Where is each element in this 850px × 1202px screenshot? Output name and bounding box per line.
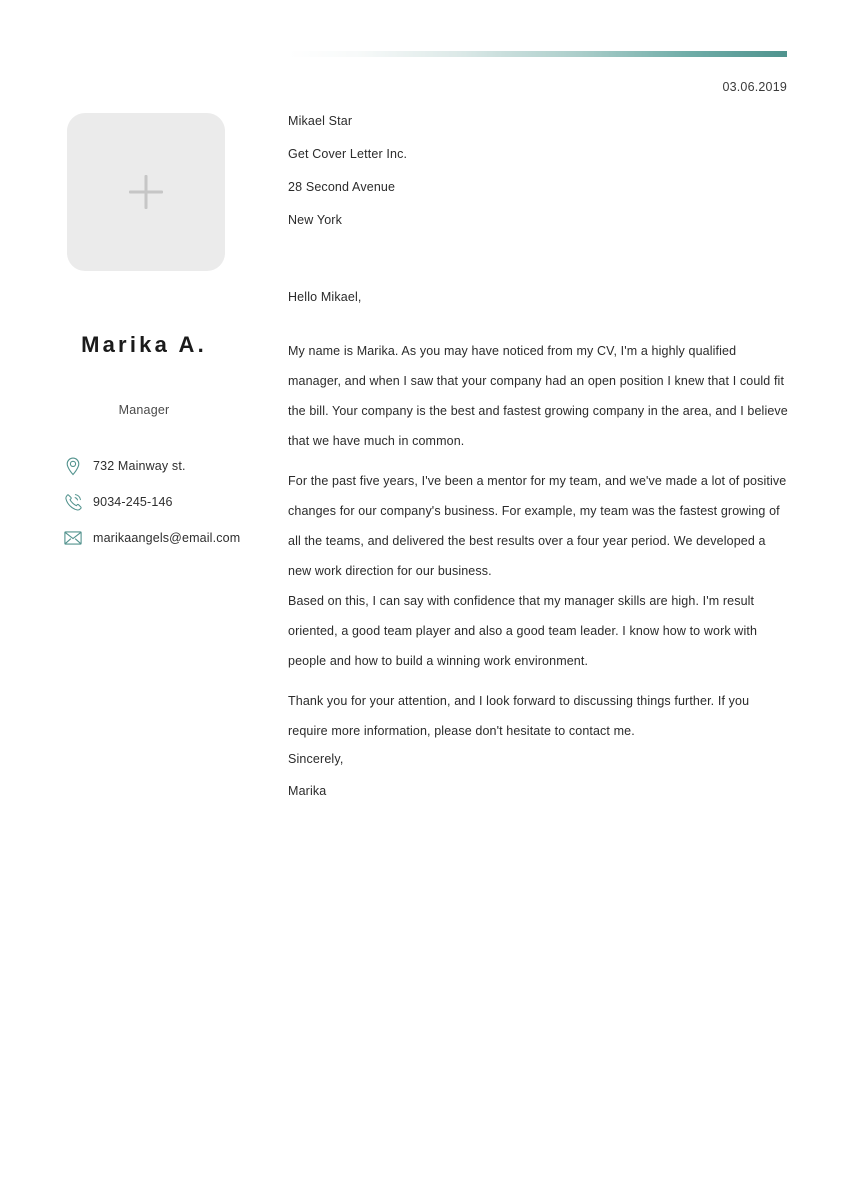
photo-placeholder[interactable] — [67, 113, 225, 271]
signoff-block — [288, 752, 788, 817]
recipient-company: Get Cover Letter Inc. — [288, 146, 408, 161]
recipient-block — [288, 114, 788, 246]
recipient-city: New York — [288, 212, 343, 227]
body-paragraph-3: Based on this, I can say with confidence that my manager skills are high. I'm result oriented, a good team player and also a good team leader. I know how to work with people and how to build a winning work environment. — [288, 593, 758, 668]
phone-icon — [62, 491, 84, 513]
letter-date: 03.06.2019 — [722, 80, 787, 94]
body-paragraph-4: Thank you for your attention, and I look forward to discussing things further. If you require more information, please don't hesitate to contact me. — [288, 693, 750, 738]
sidebar — [0, 0, 288, 1202]
letter-body — [288, 0, 850, 1202]
contact-list — [62, 455, 288, 563]
location-pin-icon — [62, 455, 84, 477]
signature-name: Marika — [288, 784, 327, 799]
closing-text: Sincerely, — [288, 752, 344, 766]
plus-icon — [129, 175, 163, 209]
body-paragraph-1: My name is Marika. As you may have noticed from my CV, I'm a highly qualified manager, and when I saw that your company had an open position I knew that I could fit the bill. Your company is the best and fastest growing company in the area, and I believe that we have much in common. — [288, 343, 788, 448]
contact-email: marikaangels@email.com — [93, 531, 241, 545]
contact-address: 732 Mainway st. — [93, 459, 186, 473]
body-paragraph-2: For the past five years, I've been a mentor for my team, and we've made a lot of positive changes for our company's business. For example, my team was the fastest growing of all the teams, and delivered the best results over a four year period. We developed a new work direction for our business. — [288, 473, 787, 578]
list-item[interactable] — [62, 527, 288, 549]
profile-role: Manager — [118, 403, 170, 417]
envelope-icon — [62, 527, 84, 549]
letter-content — [288, 291, 788, 756]
recipient-street: 28 Second Avenue — [288, 179, 396, 194]
contact-phone: 9034-245-146 — [93, 495, 173, 509]
page-title: Marika A. — [81, 332, 207, 357]
salutation: Hello Mikael, — [288, 290, 362, 304]
list-item[interactable] — [62, 455, 288, 477]
recipient-name: Mikael Star — [288, 114, 353, 128]
list-item[interactable] — [62, 491, 288, 513]
